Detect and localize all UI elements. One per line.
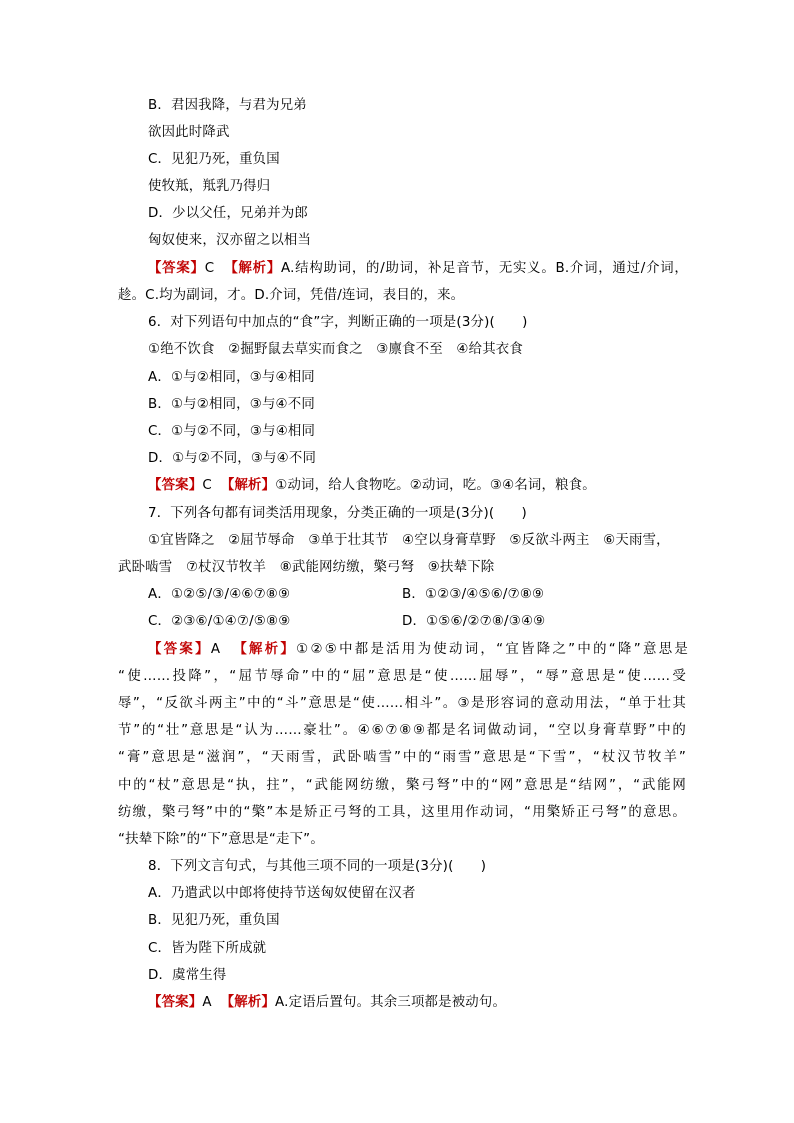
analysis-text: A.结构助词，的/助词，补足音节，无实义。B.介词，通过/介词， bbox=[281, 261, 688, 276]
analysis-label: 【解析】 bbox=[233, 642, 297, 657]
q5-analysis-cont: 趁。C.均为副词，才。D.介词，凭借/连词，表目的，来。 bbox=[118, 288, 465, 303]
q7-option-a: A．①②⑤/③/④⑥⑦⑧⑨ bbox=[148, 587, 291, 602]
analysis-label: 【解析】 bbox=[220, 478, 276, 493]
q6-option-c: C．①与②不同，③与④相同 bbox=[148, 424, 316, 439]
answer-label: 【答案】 bbox=[148, 261, 205, 276]
q6-items: ①绝不饮食 ②掘野鼠去草实而食之 ③廪食不至 ④给其衣食 bbox=[148, 342, 523, 357]
q8-option-d: D．虞常生得 bbox=[148, 968, 227, 983]
q7-analysis-6: 中的“杖”意思是“执，拄”，“武能网纺缴，檠弓弩”中的“网”意思是“结网”，“武能网 bbox=[118, 778, 686, 793]
q7-items-2: 武卧啮雪 ⑦杖汉节牧羊 ⑧武能网纺缴，檠弓弩 ⑨扶辇下除 bbox=[118, 560, 495, 575]
q7-options-row-1 bbox=[148, 586, 688, 604]
q8-option-b: B．见犯乃死，重负国 bbox=[148, 913, 280, 928]
q6-option-b: B．①与②相同，③与④不同 bbox=[148, 397, 315, 412]
option-d-line: D．少以父任，兄弟并为郎 bbox=[148, 206, 309, 221]
q7-items-1: ①宜皆降之 ②屈节辱命 ③单于壮其节 ④空以身膏草野 ⑤反欲斗两主 ⑥天雨雪， bbox=[148, 533, 670, 548]
q8-question: 8．下列文言句式，与其他三项不同的一项是(3分)( ) bbox=[148, 859, 487, 874]
answer-label: 【答案】 bbox=[148, 642, 211, 657]
q5-answer-line bbox=[148, 260, 688, 278]
analysis-label: 【解析】 bbox=[220, 995, 276, 1010]
analysis-text: ①动词，给人食物吃。②动词，吃。③④名词，粮食。 bbox=[275, 478, 596, 493]
q7-answer-line bbox=[148, 641, 688, 659]
option-d-line-2: 匈奴使来，汉亦留之以相当 bbox=[148, 233, 312, 248]
q6-option-d: D．①与②不同，③与④不同 bbox=[148, 451, 317, 466]
option-b-line-2: 欲因此时降武 bbox=[148, 125, 230, 140]
answer-value: C bbox=[202, 478, 212, 493]
answer-value: C bbox=[204, 261, 215, 276]
answer-value: A bbox=[210, 642, 221, 657]
q7-analysis-7: 纺缴，檠弓弩”中的“檠”本是矫正弓弩的工具，这里用作动词，“用檠矫正弓弩”的意思。 bbox=[118, 805, 686, 820]
analysis-text: A.定语后置句。其余三项都是被动句。 bbox=[275, 995, 507, 1010]
analysis-label: 【解析】 bbox=[224, 261, 282, 276]
q6-option-a: A．①与②相同，③与④相同 bbox=[148, 370, 315, 385]
q7-option-c: C．②③⑥/①④⑦/⑤⑧⑨ bbox=[148, 614, 291, 629]
q8-answer-line bbox=[148, 994, 688, 1012]
q7-analysis-3: 辱”，“反欲斗两主”中的“斗”意思是“使……相斗”。③是形容词的意动用法，“单于壮其 bbox=[118, 696, 686, 711]
q8-option-a: A．乃遣武以中郎将使持节送匈奴使留在汉者 bbox=[148, 886, 416, 901]
q7-analysis-4: 节”的“壮”意思是“认为……豪壮”。④⑥⑦⑧⑨都是名词做动词，“空以身膏草野”中的 bbox=[118, 723, 686, 738]
q7-options-row-2 bbox=[148, 613, 688, 631]
q7-question: 7．下列各句都有词类活用现象，分类正确的一项是(3分)( ) bbox=[148, 506, 527, 521]
q7-analysis-5: “膏”意思是“滋润”，“天雨雪，武卧啮雪”中的“雨雪”意思是“下雪”，“杖汉节牧羊” bbox=[118, 750, 686, 765]
q8-option-c: C．皆为陛下所成就 bbox=[148, 941, 267, 956]
q7-analysis-2: “使……投降”，“屈节辱命”中的“屈”意思是“使……屈辱”，“辱”意思是“使……受 bbox=[118, 669, 686, 684]
analysis-text: ①②⑤中都是活用为使动词，“宜皆降之”中的“降”意思是 bbox=[296, 642, 688, 657]
option-c-line-2: 使牧羝，羝乳乃得归 bbox=[148, 179, 271, 194]
q7-analysis-8: “扶辇下除”的“下”意思是“走下”。 bbox=[118, 832, 324, 847]
answer-label: 【答案】 bbox=[148, 478, 203, 493]
option-b-line: B．君因我降，与君为兄弟 bbox=[148, 98, 307, 113]
q7-option-b: B．①②③/④⑤⑥/⑦⑧⑨ bbox=[402, 587, 545, 602]
q6-answer-line bbox=[148, 477, 688, 495]
q7-option-d: D．①⑤⑥/②⑦⑧/③④⑨ bbox=[402, 614, 546, 629]
answer-label: 【答案】 bbox=[148, 995, 203, 1010]
option-c-line: C．见犯乃死，重负国 bbox=[148, 152, 280, 167]
q6-question: 6．对下列语句中加点的“食”字，判断正确的一项是(3分)( ) bbox=[148, 315, 528, 330]
answer-value: A bbox=[202, 995, 212, 1010]
